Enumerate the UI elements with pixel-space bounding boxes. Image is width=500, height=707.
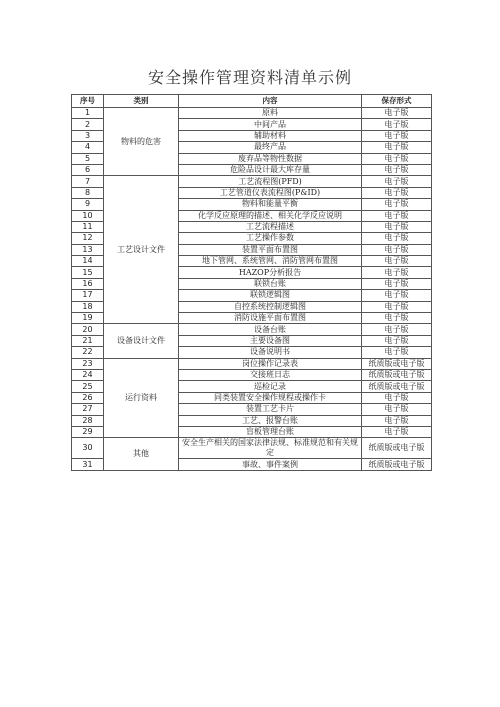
category-cell: 其他: [104, 438, 179, 470]
storage-form-cell: 电子版: [362, 278, 432, 289]
content-cell: HAZOP分析报告: [179, 267, 362, 278]
storage-form-cell: 电子版: [362, 392, 432, 403]
table-row: [72, 438, 432, 459]
document-title: 安全操作管理资料清单示例: [147, 68, 352, 87]
storage-form-cell: 电子版: [362, 108, 432, 119]
row-number: 31: [72, 459, 104, 470]
content-cell: 岗位操作记录表: [179, 358, 362, 369]
storage-form-cell: 纸质版或电子版: [362, 438, 432, 459]
table-row: [72, 358, 432, 369]
row-number: 14: [72, 256, 104, 267]
row-number: 9: [72, 199, 104, 210]
content-cell: 原料: [179, 108, 362, 119]
row-number: 16: [72, 278, 104, 289]
row-number: 5: [72, 153, 104, 164]
row-number: 26: [72, 392, 104, 403]
category-cell: 运行资料: [104, 358, 179, 438]
row-number: 20: [72, 324, 104, 335]
content-cell: 主要设备图: [179, 335, 362, 346]
content-cell: 事故、事件案例: [179, 459, 362, 470]
content-cell: 危险品设计最大库存量: [179, 164, 362, 175]
row-number: 7: [72, 176, 104, 187]
row-number: 4: [72, 142, 104, 153]
storage-form-cell: 电子版: [362, 335, 432, 346]
storage-form-cell: 电子版: [362, 313, 432, 324]
row-number: 25: [72, 381, 104, 392]
row-number: 8: [72, 187, 104, 198]
content-cell: 工艺流程描述: [179, 221, 362, 232]
header-seq: 序号: [72, 95, 104, 108]
row-number: 30: [72, 438, 104, 459]
content-cell: 工艺管道仪表流程图(P&ID): [179, 187, 362, 198]
category-cell: 工艺设计文件: [104, 176, 179, 324]
row-number: 23: [72, 358, 104, 369]
storage-form-cell: 纸质版或电子版: [362, 358, 432, 369]
storage-form-cell: 电子版: [362, 290, 432, 301]
storage-form-cell: 电子版: [362, 210, 432, 221]
storage-form-cell: 电子版: [362, 256, 432, 267]
content-cell: 设备说明书: [179, 347, 362, 358]
content-cell: 装置平面布置图: [179, 244, 362, 255]
storage-form-cell: 纸质版或电子版: [362, 459, 432, 470]
row-number: 17: [72, 290, 104, 301]
table-header-row: [72, 95, 432, 108]
content-cell: 盲板管理台账: [179, 426, 362, 437]
storage-form-cell: 电子版: [362, 324, 432, 335]
row-number: 3: [72, 130, 104, 141]
row-number: 18: [72, 301, 104, 312]
storage-form-cell: 电子版: [362, 187, 432, 198]
content-cell: 联锁逻辑图: [179, 290, 362, 301]
content-cell: 联锁台账: [179, 278, 362, 289]
storage-form-cell: 电子版: [362, 153, 432, 164]
content-cell: 消防设施平面布置图: [179, 313, 362, 324]
storage-form-cell: 电子版: [362, 426, 432, 437]
table-row: [72, 324, 432, 335]
content-cell: 装置工艺卡片: [179, 404, 362, 415]
storage-form-cell: 电子版: [362, 301, 432, 312]
content-cell: 设备台账: [179, 324, 362, 335]
content-cell: 最终产品: [179, 142, 362, 153]
storage-form-cell: 纸质版或电子版: [362, 381, 432, 392]
content-cell: 物料和能量平衡: [179, 199, 362, 210]
row-number: 13: [72, 244, 104, 255]
row-number: 28: [72, 415, 104, 426]
storage-form-cell: 电子版: [362, 119, 432, 130]
storage-form-cell: 电子版: [362, 404, 432, 415]
storage-form-cell: 电子版: [362, 233, 432, 244]
content-cell: 自控系统控制逻辑图: [179, 301, 362, 312]
header-storage-form: 保存形式: [362, 95, 432, 108]
content-cell: 安全生产相关的国家法律法规、标准规范和有关规定: [179, 438, 362, 459]
row-number: 11: [72, 221, 104, 232]
row-number: 21: [72, 335, 104, 346]
storage-form-cell: 电子版: [362, 244, 432, 255]
category-cell: 物料的危害: [104, 108, 179, 176]
row-number: 27: [72, 404, 104, 415]
row-number: 1: [72, 108, 104, 119]
row-number: 10: [72, 210, 104, 221]
content-cell: 工艺流程图(PFD): [179, 176, 362, 187]
row-number: 6: [72, 164, 104, 175]
records-table: [71, 94, 432, 471]
row-number: 2: [72, 119, 104, 130]
content-cell: 工艺、报警台账: [179, 415, 362, 426]
table-body: [72, 108, 432, 471]
storage-form-cell: 电子版: [362, 130, 432, 141]
row-number: 22: [72, 347, 104, 358]
row-number: 29: [72, 426, 104, 437]
storage-form-cell: 电子版: [362, 164, 432, 175]
row-number: 24: [72, 369, 104, 380]
content-cell: 地下管网、系统管网、消防管网布置图: [179, 256, 362, 267]
content-cell: 交接班日志: [179, 369, 362, 380]
row-number: 19: [72, 313, 104, 324]
content-cell: 化学反应原理的描述、相关化学反应说明: [179, 210, 362, 221]
table-row: [72, 176, 432, 187]
content-cell: 废弃品等物性数据: [179, 153, 362, 164]
table-row: [72, 108, 432, 119]
header-category: 类别: [104, 95, 179, 108]
header-content: 内容: [179, 95, 362, 108]
row-number: 15: [72, 267, 104, 278]
storage-form-cell: 电子版: [362, 199, 432, 210]
storage-form-cell: 纸质版或电子版: [362, 369, 432, 380]
storage-form-cell: 电子版: [362, 267, 432, 278]
category-cell: 设备设计文件: [104, 324, 179, 358]
storage-form-cell: 电子版: [362, 221, 432, 232]
content-cell: 巡检记录: [179, 381, 362, 392]
storage-form-cell: 电子版: [362, 142, 432, 153]
content-cell: 工艺操作参数: [179, 233, 362, 244]
row-number: 12: [72, 233, 104, 244]
content-cell: 辅助材料: [179, 130, 362, 141]
storage-form-cell: 电子版: [362, 347, 432, 358]
content-cell: 同类装置安全操作规程或操作卡: [179, 392, 362, 403]
storage-form-cell: 电子版: [362, 415, 432, 426]
content-cell: 中间产品: [179, 119, 362, 130]
storage-form-cell: 电子版: [362, 176, 432, 187]
